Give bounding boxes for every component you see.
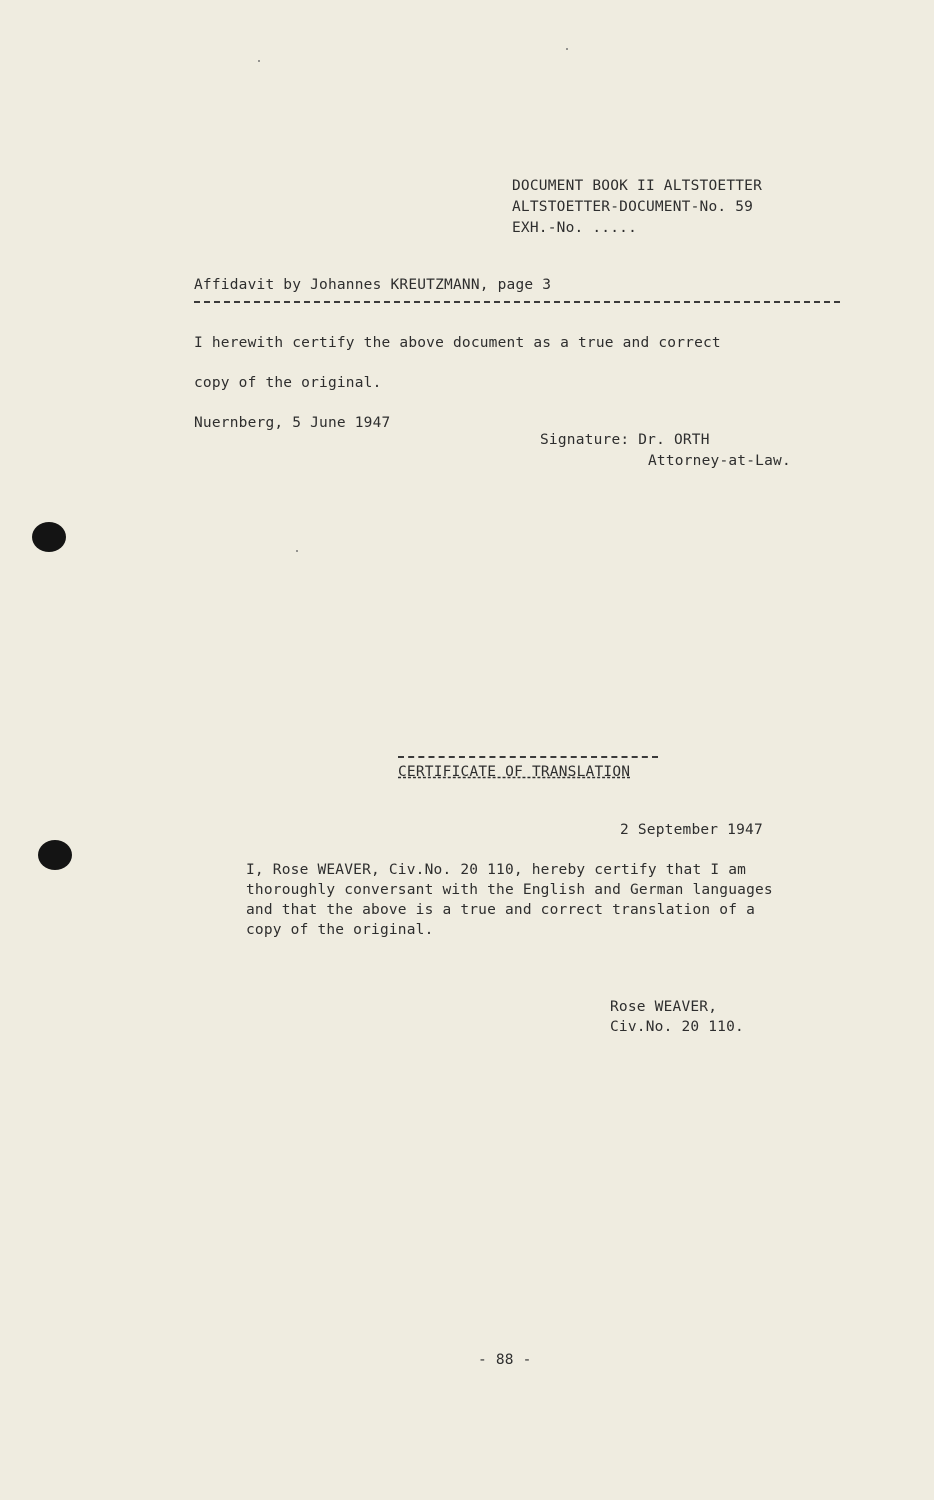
certificate-heading: CERTIFICATE OF TRANSLATION (398, 764, 631, 780)
header-document-number: ALTSTOETTER-DOCUMENT-No. 59 (512, 199, 754, 215)
punch-hole-upper (32, 522, 66, 552)
place-and-date: Nuernberg, 5 June 1947 (194, 415, 391, 431)
paper-speck (258, 60, 260, 62)
translator-civ-number: Civ.No. 20 110. (610, 1019, 744, 1035)
certificate-body-line-1: I, Rose WEAVER, Civ.No. 20 110, hereby certify that I am (246, 862, 747, 878)
certificate-date: 2 September 1947 (620, 822, 763, 838)
header-document-book: DOCUMENT BOOK II ALTSTOETTER (512, 178, 763, 194)
paper-speck (566, 48, 568, 50)
signature-line: Signature: Dr. ORTH (540, 432, 710, 448)
certificate-body-line-3: and that the above is a true and correct translation of a (246, 902, 755, 918)
certification-line-1: I herewith certify the above document as a true and correct (194, 335, 721, 351)
certification-line-2: copy of the original. (194, 375, 382, 391)
translator-name: Rose WEAVER, (610, 999, 718, 1015)
heading-dashed-rule (398, 756, 658, 758)
certificate-body-line-4: copy of the original. (246, 922, 434, 938)
punch-hole-lower (38, 840, 72, 870)
paper-speck (296, 550, 298, 552)
affidavit-title: Affidavit by Johannes KREUTZMANN, page 3 (194, 277, 552, 293)
certificate-body-line-2: thoroughly conversant with the English and German languages (246, 882, 773, 898)
page-number: - 88 - (478, 1352, 532, 1368)
signature-title: Attorney-at-Law. (648, 453, 791, 469)
header-exhibit-number: EXH.-No. ..... (512, 220, 638, 236)
dashed-separator (194, 301, 840, 303)
